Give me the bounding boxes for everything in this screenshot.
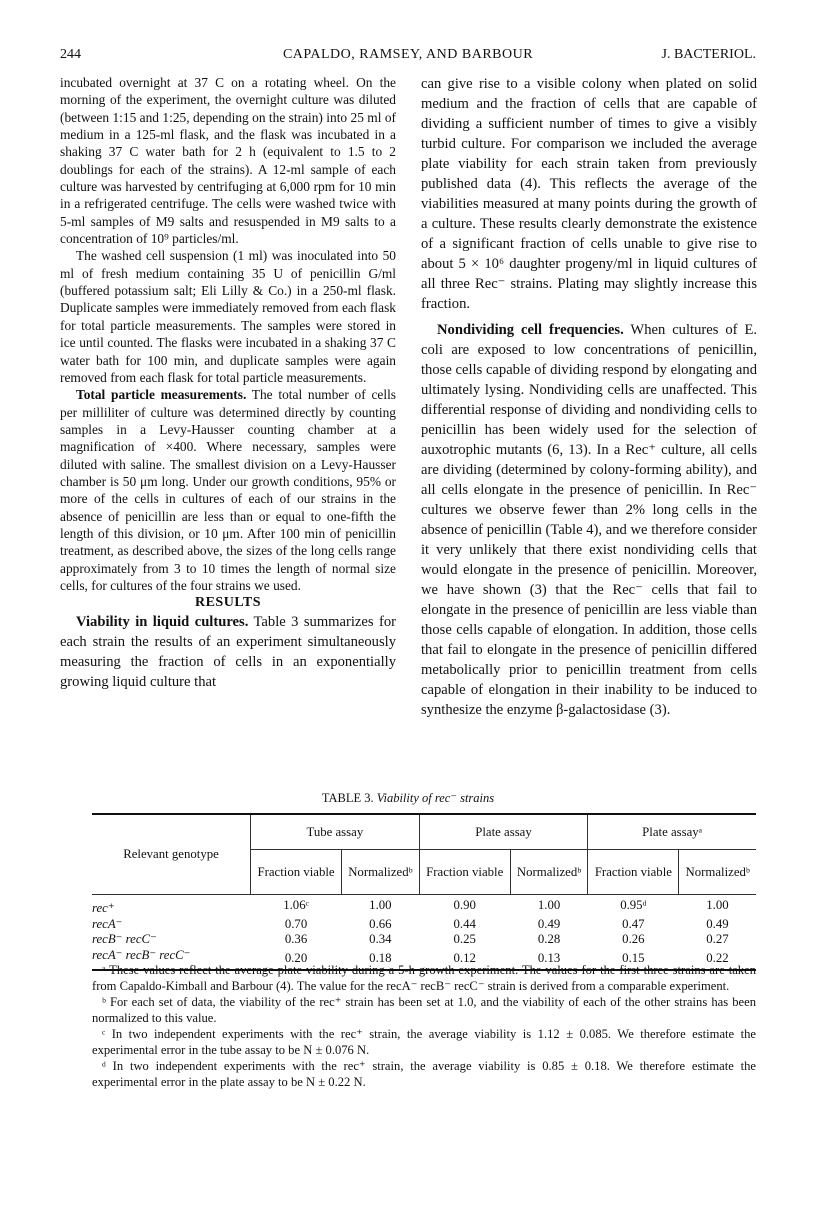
value-cell: 0.20 [284,950,308,965]
value-cell: 0.47 [622,916,645,931]
genotype-cell: recA⁻ [92,916,123,931]
sub-header: Normalizedᵇ [510,850,588,895]
value-cell: 0.28 [537,932,561,946]
table-label: TABLE 3. [321,791,374,805]
paragraph: incubated overnight at 37 C on a rotating wheel. On the morning of the experiment, the overnight culture was diluted (between 1:15 and 1:25, depending on the strain) into 25 ml of medium in a 125-ml flask, and the flask was incubated in a shaking 37 C water bath for 2 h (equivalent to 1.5 to 2 doublings for each of the strains). A 12-ml sample of each culture was harvested by centrifuging at 6,000 rpm for 10 min in a refrigerated centrifuge. The cells were washed twice with 5-ml samples of M9 salts and resuspended in M9 salts to a concentration of 10⁹ particles/ml. [60,75,396,247]
value-cell: 0.36 [284,932,308,946]
paragraph-heading: Nondividing cell frequencies. [437,322,624,338]
value-cell: 0.18 [369,950,392,965]
page-number: 244 [60,47,81,62]
group-header: Tube assay [251,814,420,850]
genotype-cell: recA⁻ recB⁻ recC⁻ [92,947,191,962]
value-cell: 1.00 [369,898,392,912]
sub-header: Fraction viable [419,850,510,895]
sub-header: Normalizedᵇ [679,850,756,895]
journal-name: J. BACTERIOL. [661,47,756,62]
table-title: Viability of rec⁻ strains [376,791,495,805]
sub-header: Fraction viable [588,850,679,895]
paragraph [421,320,757,720]
value-cell: 1.00 [706,898,729,912]
table-row [92,917,756,933]
table-footnotes [92,962,756,1090]
value-cell: 0.66 [369,916,392,931]
value-cell: 0.12 [453,950,476,965]
paragraph-heading: Viability in liquid cultures. [76,613,249,630]
value-cell: 0.13 [537,950,561,965]
running-header [60,47,756,65]
paragraph [60,612,396,692]
value-cell: 0.15 [622,950,645,965]
value-cell: 0.34 [369,932,392,946]
value-cell: 0.22 [706,950,729,965]
right-column [421,74,757,720]
col-header-genotype: Relevant genotype [92,814,251,895]
sub-header: Normalizedᵇ [342,850,420,895]
value-cell: 1.00 [537,898,561,912]
viability-table [92,813,756,971]
paragraph-text: The total number of cells per milliliter of culture was determined directly by counting samples in a Levy-Hausser counting chamber at a magnification of ×400. Where necessary, samples were diluted with saline. The smallest division on a Levy-Hausser chamber is 50 μm long. Under our growth conditions, 95% or more of the cells in cultures of each of our strains in the absence of penicillin are less than or equal to one-fifth the length of this division, or 10 μm. After 100 min of penicillin treatment, as described above, the sizes of the long cells range approximately from 3 to 10 times the length of normal size cells, for cultures of the four strains we used. [60,387,396,593]
value-cell: 0.49 [537,916,561,931]
footnote: ᶜ In two independent experiments with the rec⁺ strain, the average viability is 1.12 ± 0.085. We therefore estimate the experimental error in the tube assay to be N ± 0.076 N. [92,1027,756,1057]
genotype-cell: rec⁺ [92,901,115,915]
value-cell: 0.27 [706,932,729,946]
paragraph-text: Table 3 summarizes for each strain the results of an experiment simultaneously measuring the fraction of cells in an exponentially growing liquid culture that [60,613,396,690]
value-cell: 0.26 [622,932,645,946]
value-cell: 0.90 [453,898,476,912]
footnote: ᵇ For each set of data, the viability of the rec⁺ strain has been set at 1.0, and the viability of each of the other strains has been normalized to this value. [92,995,756,1025]
paragraph-heading: Total particle measurements. [76,387,247,403]
value-cell: 0.95ᵈ [620,898,647,912]
value-cell: 0.44 [453,916,476,931]
footnote: ᵃ These values reflect the average plate viability during a 5-h growth experiment. The values for the first three strains are taken from Capaldo-Kimball and Barbour (4). The value for the recA⁻ recB⁻ recC⁻ strain is derived from a comparable experiment. [92,963,756,993]
section-heading: RESULTS [194,595,262,611]
paragraph: can give rise to a visible colony when plated on solid medium and the fraction of cells that are capable of dividing a sufficient number of times to give a visibly turbid culture. For comparison we included the average plate viability for each strain taken from previously published data (4). This reflects the average of the viabilities measured at many points during the growth of a culture. These results clearly demonstrate the existence of a significant fraction of cells unable to give rise to about 5 × 10⁶ daughter progeny/ml in liquid cultures of all three Rec⁻ strains. Plating may slightly increase this fraction. [421,76,757,312]
table-row [92,932,756,948]
value-cell: 1.06ᶜ [283,898,309,912]
running-title: CAPALDO, RAMSEY, AND BARBOUR [282,47,534,62]
table-caption [60,790,756,806]
value-cell: 0.49 [706,916,729,931]
value-cell: 0.25 [453,932,476,946]
value-cell: 0.70 [284,916,308,931]
footnote: ᵈ In two independent experiments with the rec⁺ strain, the average viability is 0.85 ± 0.18. We therefore estimate the experimental error in the plate assay to be N ± 0.22 N. [92,1059,756,1089]
group-header: Plate assayᵃ [588,814,756,850]
sub-header: Fraction viable [251,850,342,895]
paragraph-text: When cultures of E. coli are exposed to low concentrations of penicillin, those cells capable of dividing respond by elongating and ultimately lysing. Nondividing cells are unaffected. This differential response of dividing and nondividing cells to penicillin has been widely used for the selection of auxotrophic mutants (6, 13). In a Rec⁺ culture, all cells are dividing (determined by colony-forming ability), and all cells elongate in the presence of penicillin. In Rec⁻ cultures we observe fewer than 2% long cells in the absence of penicillin (Table 4), and we therefore consider it very unlikely that there exist nondividing cells that would elongate in the presence of penicillin. Moreover, we have shown (3) that the Rec⁻ cells that fail to elongate in the presence of penicillin are less viable than those cells capable of elongation. In addition, those cells that fail to elongate in the presence of penicillin differed metabolically prior to penicillin treatment from cells capable of elongation in their inability to be induced to synthesize the enzyme β-galactosidase (3). [421,322,758,718]
group-header: Plate assay [419,814,588,850]
left-column [60,74,396,692]
paragraph: The washed cell suspension (1 ml) was inoculated into 50 ml of fresh medium containing 35 U of penicillin G/ml (buffered potassium salt; Eli Lilly & Co.) in a 250-ml flask. Duplicate samples were immediately removed from each flask for total particle measurements. The samples were stored in ice until counted. The flasks were incubated in a shaking 37 C water bath for 100 min, and duplicate samples were again removed from each flask for total particle measurements. [60,248,396,385]
paragraph [60,386,396,594]
genotype-cell: recB⁻ recC⁻ [92,932,157,946]
table-row [92,895,756,917]
